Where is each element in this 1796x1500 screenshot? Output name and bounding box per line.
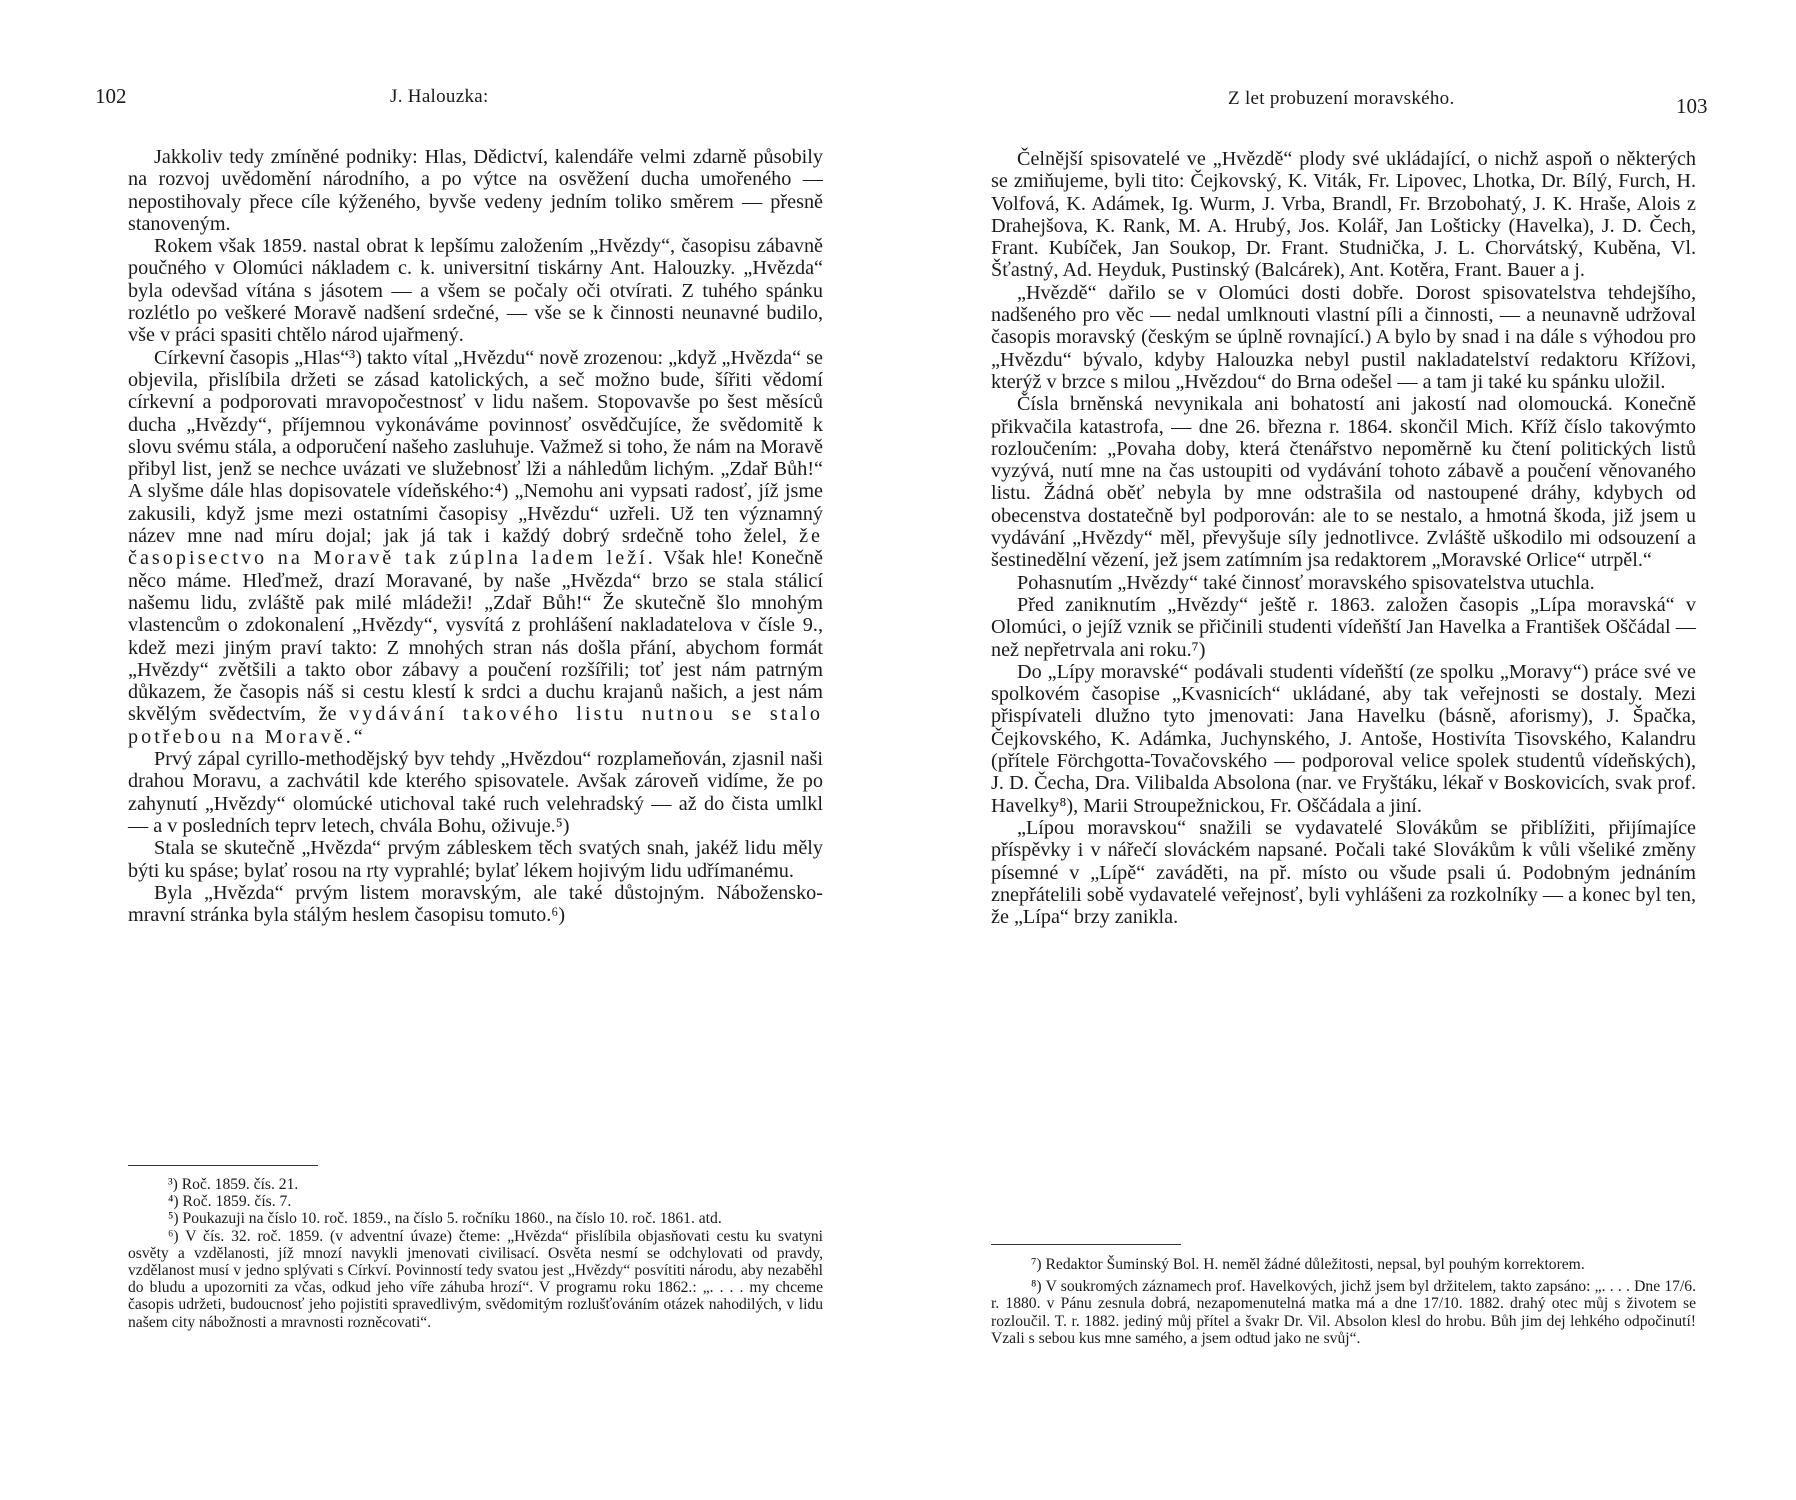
paragraph-text: Církevní časopis „Hlas“³) takto vítal „Hvězdu“ nově zrozenou: „když „Hvězda“ se objevila, přislíbila držeti se zásad katolických, a seč možno bude, šířiti vědomí církevní a podporovati mravopočestnosť v lidu našem. Stopovavše po šest měsíců ducha „Hvězdy“, příjemnou vykonáváme povinnosť osvědčujíce, že svědomitě k slovu svému stála, a odporučení našeho zasluhuje. Važmež si toho, že nám na Moravě přibyl list, jenž se nechce uvázati ve služebnosť lži a náhledům lichým. „Zdař Bůh!“ A slyšme dále hlas dopisovatele vídeňského:⁴) „Nemohu ani vypsati radosť, jíž jsme zakusili, když jsme mezi ostatními časopisy „Hvězdu“ uzřeli. Už ten významný název mne nad míru dojal; jak já tak i každý dobrý srdečně toho želel,	[128, 346, 823, 548]
footnote: ⁷) Redaktor Šuminský Bol. H. neměl žádné důležitosti, nepsal, byl pouhým korrektorem.	[1031, 1256, 1585, 1273]
footnote: ⁵) Poukazuji na číslo 10. roč. 1859., na číslo 5. ročníku 1860., na číslo 10. roč. 1861. atd.	[168, 1210, 722, 1228]
paragraph: Jakkoliv tedy zmíněné podniky: Hlas, Dědictví, kalendáře velmi zdarně působily na rozvoj uvědomění národního, a po výtce na osvěžení ducha umořeného — nepostihovaly přece cíle kýženého, byvše vedeny jedním toliko směrem — přesně stanoveným.	[128, 146, 823, 235]
footnotes	[991, 1256, 1696, 1347]
footnotes	[128, 1176, 823, 1331]
footnote: ⁶) V čís. 32. roč. 1859. (v adventní úvaze) čteme: „Hvězda“ přislíbila objasňovati cestu ku svatyni osvěty a vzdělanosti, jíž mnozí navykli jmenovati civilisací. Osvěta nesmí se odchylovati od pravdy, vzdělanost musí v jedno splývati s Církví. Povinností tedy svatou jest „Hvězdy“ posvítiti národu, aby nezaběhl do bludu a upozorniti za včas, odkud jeho víře záhuba hrozí“. V programu roku 1862.: „. . . . my chceme časopis udržeti, budoucnosť jeho pojistiti spravedlivým, svědomitým rozlušťováním otázek nahodilých, v lidu našem city nábožnosti a mravnosti rozněcovati“.	[128, 1227, 823, 1331]
paragraph: „Lípou moravskou“ snažili se vydavatelé Slovákům se přiblížiti, přijímajíce příspěvky i v nářečí slováckém napsané. Počali také Slovákům k vůli všeliké změny písemné v „Lípě“ zaváděti, na př. místo ou všude psali ú. Podobným jednáním znepřátelili sobě vydavatelé veřejnosť, byli vyhlášeni za rozkolníky — a konec byl ten, že „Lípa“ brzy zanikla.	[991, 816, 1696, 929]
paragraph: Stala se skutečně „Hvězda“ prvým zábleskem těch svatých snah, jakéž lidu měly býti ku spáse; bylať rosou na rty vyprahlé; bylať lékem hojivým lidu udřímanému.	[128, 837, 823, 882]
footnote: ⁸) V soukromých záznamech prof. Havelkových, jichž jsem byl držitelem, takto zapsáno: „. . . . Dne 17/6. r. 1880. v Pánu zesnula dobrá, nezapomenutelná matka má a dne 17/10. 1882. drahý otec můj s životem se rozloučil. T. r. 1882. jediný můj přítel a švakr Dr. Vil. Absolon klesl do hrobu. Bůh jim dej lehkého odpočinutí! Vzali s sebou kus mne samého, a jsem odtud jako ne svůj“.	[991, 1278, 1696, 1347]
paragraph	[128, 347, 823, 748]
running-head: Z let probuzení moravského.	[1228, 88, 1455, 109]
footnote: ³) Roč. 1859. čís. 21.	[168, 1176, 299, 1193]
page-number: 102	[95, 84, 127, 108]
page-number: 103	[1676, 94, 1708, 118]
running-head: J. Halouzka:	[390, 86, 489, 107]
footnote-divider	[128, 1165, 318, 1166]
footnote-divider	[991, 1244, 1181, 1245]
emphasized-text: vydávání takového listu nutnou se stalo potřebou na Moravě.“	[128, 703, 823, 748]
paragraph: Byla „Hvězda“ prvým listem moravským, ale také důstojným. Nábožensko-mravní stránka byla stálým heslem časopisu tomuto.⁶)	[128, 881, 823, 927]
emphasized-text: že časopisectvo na Moravě tak zúplna ladem leží.	[128, 525, 824, 570]
paragraph: Rokem však 1859. nastal obrat k lepšímu založením „Hvězdy“, časopisu zábavně poučného v Olomúci nákladem c. k. universitní tiskárny Ant. Halouzky. „Hvězda“ byla odevšad vítána s jásotem — a všem se počaly oči otvírati. Z tuhého spánku rozlétlo po veškeré Moravě nadšení srdečné, — vše se k činnosti neunavné budilo, vše v práci spasiti chtělo národ ujařmený.	[128, 235, 823, 347]
right-page	[898, 0, 1796, 1500]
paragraph: Pohasnutím „Hvězdy“ také činnosť moravského spisovatelstva utuchla.	[1017, 571, 1595, 594]
paragraph: „Hvězdě“ dařilo se v Olomúci dosti dobře. Dorost spisovatelstva tehdejšího, nadšeného pro věc — nedal umlknouti vlastní píli a činnosti, — a neunavně udržoval časopis moravský (českým se úplně rovnající.) A bylo by snad i na dále s výhodou pro „Hvězdu“ bývalo, kdyby Halouzka nebyl pustil nakladatelství redaktoru Křížovi, kterýž v brzce s milou „Hvězdou“ do Brna odešel — a tam ji také ku spánku uložil.	[991, 281, 1696, 393]
paragraph: Prvý zápal cyrillo-methodějský byv tehdy „Hvězdou“ rozplameňován, zjasnil naši drahou Moravu, a zachvátil kde kterého spisovatele. Avšak zároveň vidíme, že po zahynutí „Hvězdy“ olomúcké utichoval také ruch velehradský — až do čista umlkl — a v posledních teprv letech, chvála Bohu, oživuje.⁵)	[128, 748, 823, 837]
body-text	[991, 148, 1696, 928]
paragraph-text: Však hle! Konečně něco máme. Hleďmež, drazí Moravané, by naše „Hvězda“ brzo se stala stálicí našemu lidu, zvláště pak milé mládeži! „Zdař Bůh!“ Že skutečně šlo mnohým vlastencům o zdokonalení „Hvězdy“, vysvítá z prohlášení nakladatelova v čísle 9., kdež mezi jiným praví takto: Z mnohých stran nás došla přání, abychom formát „Hvězdy“ zvětšili a takto obor zábavy a poučení rozšířili; toť jest nám patrným důkazem, že časopis náš si cestu klestí k srdci a duchu krajanů našich, a jest nám skvělým svědectvím, že	[128, 547, 823, 726]
paragraph: Čísla brněnská nevynikala ani bohatostí ani jakostí nad olomoucká. Konečně přikvačila katastrofa, — dne 26. března r. 1864. skončil Mich. Kříž číslo takovýmto rozloučením: „Povaha doby, která čtenářstvo nepoměrně ku čtení politických listů vyzývá, nutí mne na čas ustoupiti od vydávání tohoto zábavě a poučení věnovaného listu. Žádná oběť nebyla by mne odstrašila od nastoupené dráhy, kdybych od obecenstva dostatečně byl podporován: ale to se nestalo, a hmotná škoda, již jsem u vydávání „Hvězdy“ měl, převyšuje síly jednotlivce. Zvláště uškodilo mi odsouzení a šestinedělní vězení, jež jsem zatímním jsa redaktorem „Moravské Orlice“ utrpěl.“	[991, 393, 1696, 572]
paragraph: Čelnější spisovatelé ve „Hvězdě“ plody své ukládající, o nichž aspoň o některých se zmiňujeme, byli tito: Čejkovský, K. Viták, Fr. Lipovec, Lhotka, Dr. Bílý, Furch, H. Volfová, K. Adámek, Ig. Wurm, J. Vrba, Brandl, Fr. Brzobohatý, J. K. Hraše, Alois z Drahejšova, K. Rank, M. A. Hrubý, Jos. Kolář, Jan Lošticky (Havelka), J. D. Čech, Frant. Kubíček, Jan Soukop, Dr. Frant. Studnička, J. L. Chorvátský, Kuběna, Vl. Šťastný, Ad. Heyduk, Pustinský (Balcárek), Ant. Kotěra, Frant. Bauer a j.	[991, 148, 1696, 282]
footnote: ⁴) Roč. 1859. čís. 7.	[168, 1193, 292, 1211]
paragraph: Do „Lípy moravské“ podávali studenti vídeňští (ze spolku „Moravy“) práce své ve spolkovém časopise „Kvasnicích“ ukládané, aby tak veřejnosti se dostaly. Mezi přispívateli dlužno tyto jmenovati: Jana Havelku (básně, aforismy), J. Špačka, Čejkovského, K. Adámka, Juchynského, J. Antoše, Hostivíta Tisovského, Kalandru (přítele Förchgotta-Tovačovského — podporoval velice spolek studentů vídeňských), J. D. Čecha, Dra. Vilibalda Absolona (nar. ve Fryštáku, lékař v Boskovicích, svak prof. Havelky⁸), Marii Stroupežnickou, Fr. Oščádala a jiní.	[991, 660, 1696, 817]
body-text	[128, 146, 823, 926]
paragraph: Před zaniknutím „Hvězdy“ ještě r. 1863. založen časopis „Lípa moravská“ v Olomúci, o jejíž vznik se přičinili studenti vídeňští Jan Havelka a František Oščádal — než nepřetrvala ani roku.⁷)	[991, 593, 1696, 661]
